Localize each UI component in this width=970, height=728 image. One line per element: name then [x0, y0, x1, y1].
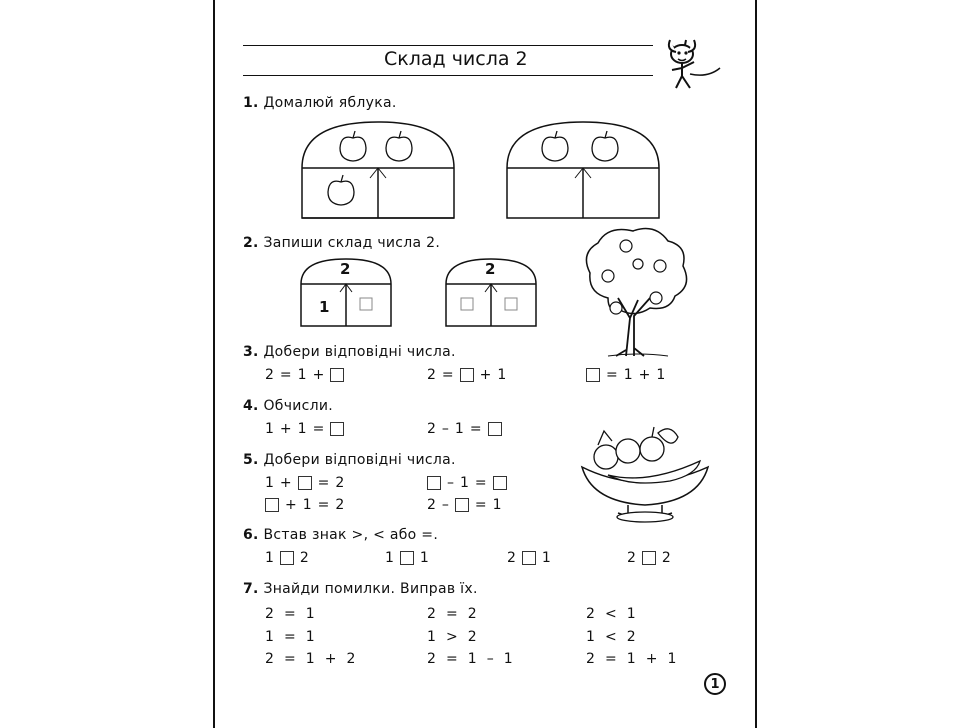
task-7-heading: 7. Знайди помилки. Виправ їх.: [243, 581, 478, 597]
header-rule-bottom: [243, 75, 653, 76]
answer-box[interactable]: [330, 368, 344, 382]
answer-box[interactable]: [586, 368, 600, 382]
house-1-total: 2: [340, 260, 351, 278]
page-number: 1: [704, 673, 726, 695]
task5-equation-4: 2 – = 1: [427, 497, 502, 513]
header-rule-top: [243, 45, 653, 46]
sign-box[interactable]: [400, 551, 414, 565]
apple-tree-icon: [578, 228, 698, 358]
answer-box[interactable]: [460, 368, 474, 382]
sign-box[interactable]: [280, 551, 294, 565]
page-title: Склад числа 2: [384, 48, 528, 70]
task4-equation-2: 2 – 1 =: [427, 421, 502, 437]
task7-item: 1 = 1: [265, 629, 315, 645]
task5-equation-3: + 1 = 2: [265, 497, 344, 513]
task7-item: 1 < 2: [586, 629, 636, 645]
task6-compare-2: 1 1: [385, 550, 429, 566]
task-6-heading: 6. Встав знак >, < або =.: [243, 527, 439, 543]
answer-box[interactable]: [455, 498, 469, 512]
task3-equation-2: 2 = + 1: [427, 367, 507, 383]
mouse-mascot-icon: [660, 30, 730, 92]
task-5-heading: 5. Добери відповідні числа.: [243, 452, 456, 468]
task-3-heading: 3. Добери відповідні числа.: [243, 344, 456, 360]
task-4-heading: 4. Обчисли.: [243, 398, 334, 414]
task7-item: 2 = 1 + 1: [586, 651, 677, 667]
answer-box[interactable]: [265, 498, 279, 512]
sign-box[interactable]: [522, 551, 536, 565]
task3-equation-3: = 1 + 1: [586, 367, 665, 383]
fruit-bowl-icon: [578, 405, 713, 525]
task7-item: 2 = 1: [265, 606, 315, 622]
task3-equation-1: 2 = 1 +: [265, 367, 344, 383]
answer-box[interactable]: [427, 476, 441, 490]
house-2-total: 2: [485, 260, 496, 278]
sign-box[interactable]: [642, 551, 656, 565]
task6-compare-3: 2 1: [507, 550, 551, 566]
answer-box[interactable]: [330, 422, 344, 436]
task7-item: 2 < 1: [586, 606, 636, 622]
task7-item: 2 = 1 – 1: [427, 651, 513, 667]
answer-box[interactable]: [488, 422, 502, 436]
answer-box[interactable]: [493, 476, 507, 490]
answer-box[interactable]: [298, 476, 312, 490]
task4-equation-1: 1 + 1 =: [265, 421, 344, 437]
task7-item: 1 > 2: [427, 629, 477, 645]
house-apples-2: [505, 120, 665, 220]
task5-equation-1: 1 + = 2: [265, 475, 345, 491]
task7-item: 2 = 2: [427, 606, 477, 622]
task-1-heading: 1. Домалюй яблука.: [243, 95, 397, 111]
task7-item: 2 = 1 + 2: [265, 651, 356, 667]
house-1-left-part: 1: [319, 298, 330, 316]
task-2-heading: 2. Запиши склад числа 2.: [243, 235, 441, 251]
task6-compare-4: 2 2: [627, 550, 671, 566]
task5-equation-2: – 1 =: [427, 475, 507, 491]
task6-compare-1: 1 2: [265, 550, 309, 566]
house-apples-1: [300, 120, 460, 220]
